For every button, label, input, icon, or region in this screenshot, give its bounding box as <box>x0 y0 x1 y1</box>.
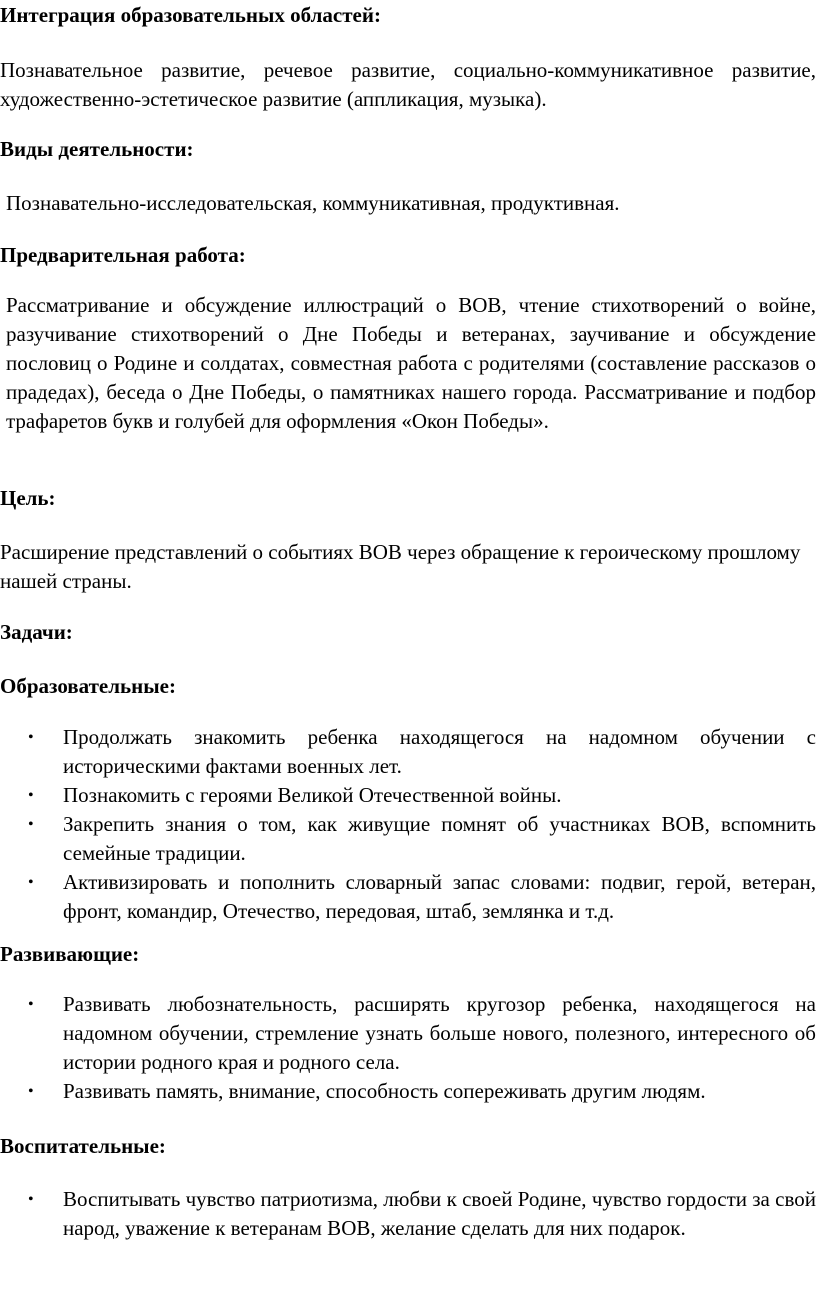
list-item-text: Развивать память, внимание, способность сопереживать другим людям. <box>63 1079 706 1103</box>
paragraph-goal: Расширение представлений о событиях ВОВ через обращение к героическому прошлому нашей страны. <box>0 540 801 593</box>
heading-goal: Цель: <box>0 486 56 510</box>
heading-upbringing: Воспитательные: <box>0 1134 166 1158</box>
bullet-icon: • <box>28 816 34 833</box>
paragraph-preliminary: Рассматривание и обсуждение иллюстраций о ВОВ, чтение стихотворений о войне, разучивание стихотворений о Дне Победы и ветеранах, заучивание и обсуждение пословиц о Родине и солдатах, совместная работа с родителями (составление рассказов о прадедах), беседа о Дне Победы, о памятниках нашего города. Рассматривание и подбор трафаретов букв и голубей для оформления «Окон Победы». <box>6 293 816 433</box>
list-item <box>0 781 816 810</box>
list-item <box>0 990 816 1077</box>
list-item <box>0 810 816 868</box>
list-item <box>0 1185 816 1243</box>
list-item-text: Развивать любознательность, расширять кругозор ребенка, находящегося на надомном обучении, стремление узнать больше нового, полезного, интересного об истории родного края и родного села. <box>63 992 816 1074</box>
bullet-icon: • <box>28 729 34 746</box>
paragraph-activities: Познавательно-исследовательская, коммуникативная, продуктивная. <box>6 191 620 215</box>
list-educational <box>0 723 816 926</box>
heading-preliminary: Предварительная работа: <box>0 243 246 267</box>
bullet-icon: • <box>28 787 34 804</box>
list-item-text: Продолжать знакомить ребенка находящегося на надомном обучении с историческими фактами военных лет. <box>63 725 816 778</box>
list-upbringing <box>0 1185 816 1243</box>
heading-developing: Развивающие: <box>0 942 140 966</box>
bullet-icon: • <box>28 1083 34 1100</box>
list-developing <box>0 990 816 1106</box>
list-item-text: Закрепить знания о том, как живущие помнят об участниках ВОВ, вспомнить семейные традиции. <box>63 812 816 865</box>
list-item-text: Воспитывать чувство патриотизма, любви к своей Родине, чувство гордости за свой народ, уважение к ветеранам ВОВ, желание сделать для них подарок. <box>63 1187 816 1240</box>
list-item-text: Активизировать и пополнить словарный запас словами: подвиг, герой, ветеран, фронт, командир, Отечество, передовая, штаб, землянка и т.д. <box>63 870 816 923</box>
list-item <box>0 1077 816 1106</box>
paragraph-integration: Познавательное развитие, речевое развитие, социально-коммуникативное развитие, художественно-эстетическое развитие (аппликация, музыка). <box>0 58 816 111</box>
list-item <box>0 868 816 926</box>
list-item <box>0 723 816 781</box>
heading-tasks: Задачи: <box>0 620 73 644</box>
bullet-icon: • <box>28 1191 34 1208</box>
bullet-icon: • <box>28 874 34 891</box>
heading-educational: Образовательные: <box>0 674 176 698</box>
heading-integration: Интеграция образовательных областей: <box>0 3 381 27</box>
bullet-icon: • <box>28 996 34 1013</box>
heading-activities: Виды деятельности: <box>0 137 194 161</box>
list-item-text: Познакомить с героями Великой Отечественной войны. <box>63 783 562 807</box>
